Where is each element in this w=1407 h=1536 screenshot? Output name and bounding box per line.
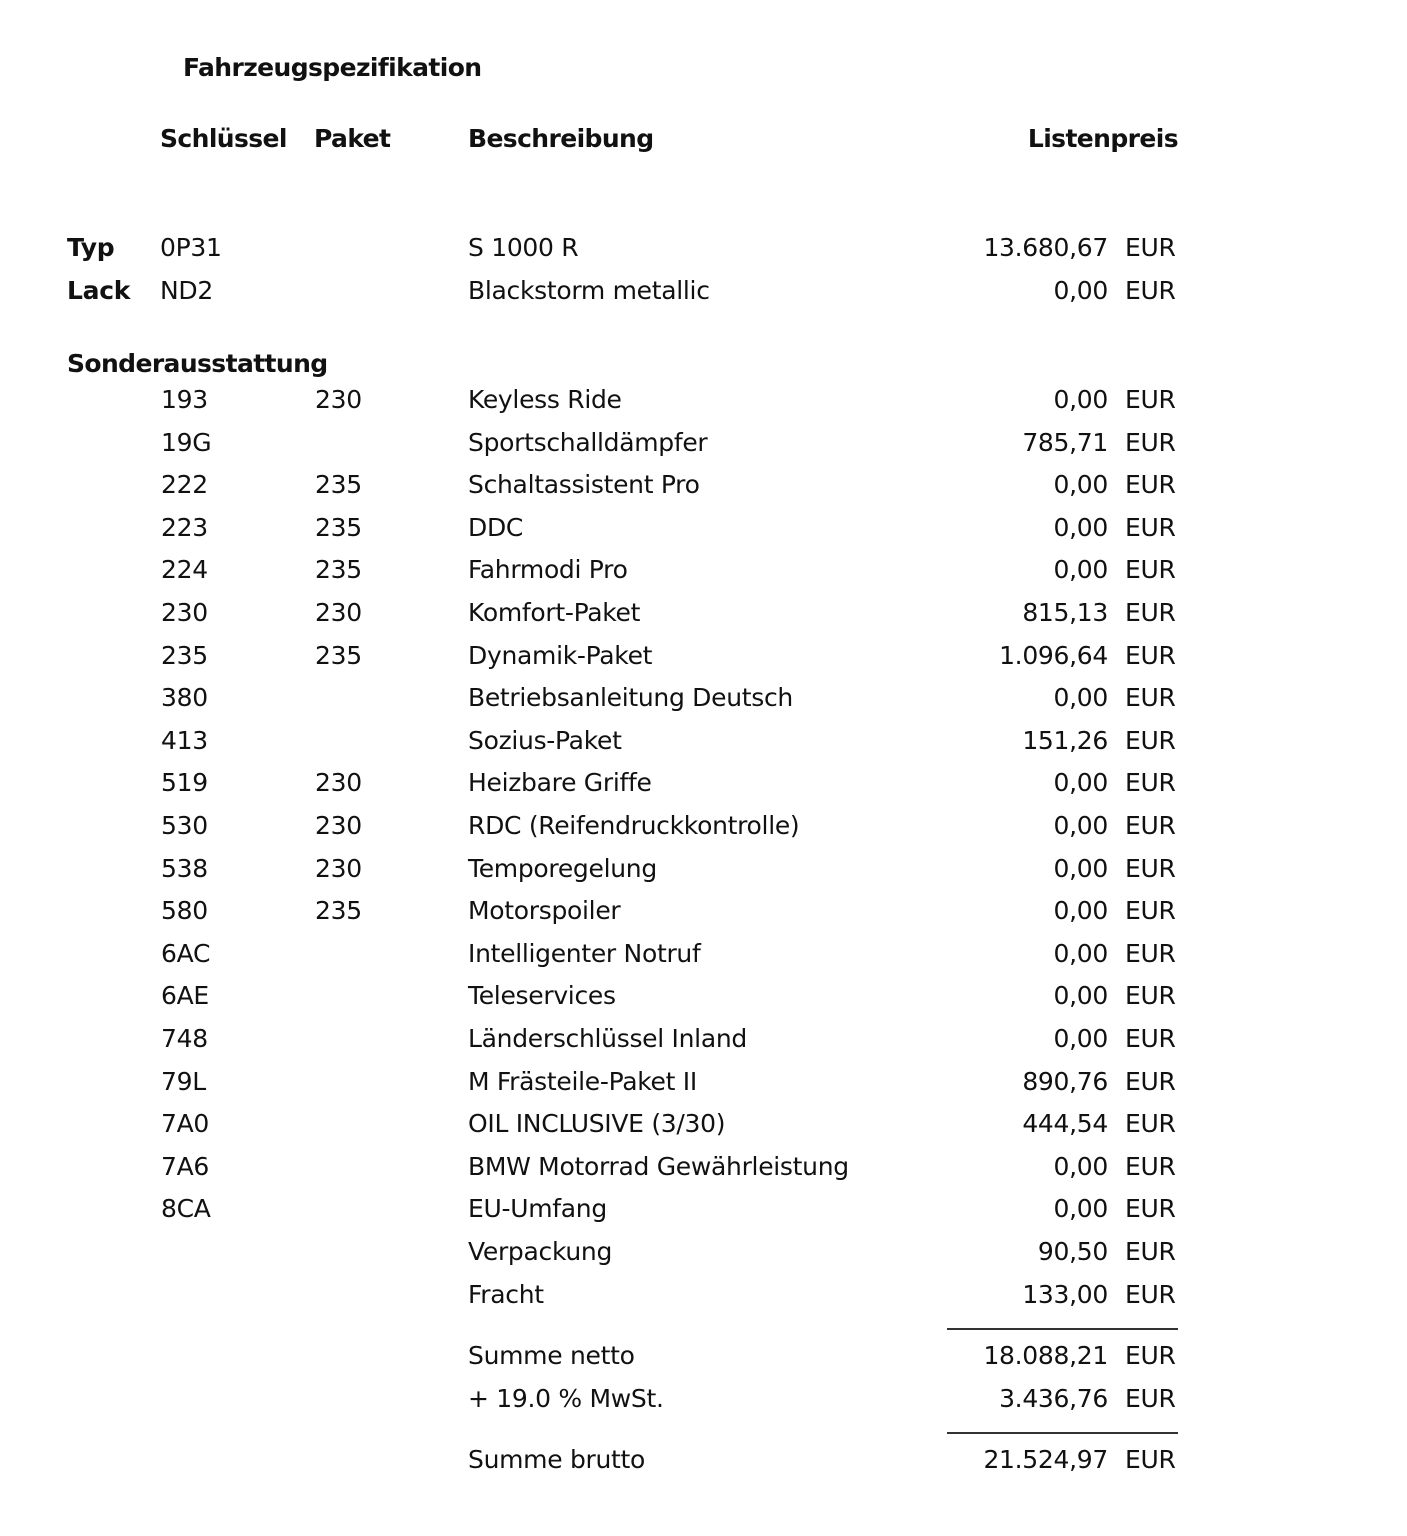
row-package: 230 (315, 854, 362, 883)
row-description: Komfort-Paket (468, 598, 641, 627)
row-price: 90,50 (1037, 1237, 1108, 1266)
column-header-package: Paket (314, 124, 391, 153)
row-description: Heizbare Griffe (468, 768, 652, 797)
row-price: 0,00 (1053, 768, 1108, 797)
row-description: EU-Umfang (468, 1194, 607, 1223)
total-price: 21.524,97 (983, 1445, 1108, 1474)
row-price: 0,00 (1053, 276, 1108, 305)
total-label: Summe brutto (468, 1445, 646, 1474)
row-price: 815,13 (1022, 598, 1108, 627)
row-currency: EUR (1125, 854, 1176, 883)
total-price: 3.436,76 (999, 1384, 1108, 1413)
row-description: Blackstorm metallic (468, 276, 710, 305)
row-currency: EUR (1125, 896, 1176, 925)
row-description: Temporegelung (468, 854, 657, 883)
row-price: 0,00 (1053, 470, 1108, 499)
row-package: 230 (315, 768, 362, 797)
row-currency: EUR (1125, 1194, 1176, 1223)
row-description: Länderschlüssel Inland (468, 1024, 747, 1053)
row-key: 6AE (161, 981, 209, 1010)
row-price: 0,00 (1053, 555, 1108, 584)
row-package: 235 (315, 513, 362, 542)
row-key: 222 (161, 470, 208, 499)
row-price: 890,76 (1022, 1067, 1108, 1096)
row-key: 224 (161, 555, 208, 584)
total-currency: EUR (1125, 1384, 1176, 1413)
row-price: 1.096,64 (999, 641, 1108, 670)
row-key: 530 (161, 811, 208, 840)
row-price: 785,71 (1022, 428, 1108, 457)
row-price: 0,00 (1053, 981, 1108, 1010)
row-description: Sportschalldämpfer (468, 428, 708, 457)
row-currency: EUR (1125, 939, 1176, 968)
subtotal-divider (947, 1328, 1178, 1330)
row-key: 7A0 (161, 1109, 210, 1138)
row-price: 0,00 (1053, 385, 1108, 414)
row-key: 235 (161, 641, 208, 670)
row-key: 7A6 (161, 1152, 210, 1181)
row-package: 235 (315, 896, 362, 925)
row-price: 13.680,67 (983, 233, 1108, 262)
row-description: Intelligenter Notruf (468, 939, 701, 968)
row-description: Fahrmodi Pro (468, 555, 628, 584)
row-price: 0,00 (1053, 1152, 1108, 1181)
row-description: Teleservices (468, 981, 616, 1010)
row-price: 0,00 (1053, 896, 1108, 925)
document-title: Fahrzeugspezifikation (183, 53, 482, 82)
row-key: ND2 (160, 276, 213, 305)
row-currency: EUR (1125, 683, 1176, 712)
row-currency: EUR (1125, 1280, 1176, 1309)
row-description: Motorspoiler (468, 896, 621, 925)
row-price: 133,00 (1022, 1280, 1108, 1309)
column-header-description: Beschreibung (468, 124, 654, 153)
row-description: S 1000 R (468, 233, 579, 262)
row-price: 0,00 (1053, 683, 1108, 712)
row-package: 230 (315, 598, 362, 627)
row-currency: EUR (1125, 641, 1176, 670)
row-price: 151,26 (1022, 726, 1108, 755)
row-currency: EUR (1125, 1152, 1176, 1181)
total-currency: EUR (1125, 1445, 1176, 1474)
row-package: 230 (315, 811, 362, 840)
row-key: 580 (161, 896, 208, 925)
row-price: 0,00 (1053, 1024, 1108, 1053)
total-label: Summe netto (468, 1341, 635, 1370)
row-key: 538 (161, 854, 208, 883)
row-description: Keyless Ride (468, 385, 622, 414)
row-description: M Frästeile-Paket II (468, 1067, 697, 1096)
row-key: 79L (161, 1067, 206, 1096)
row-currency: EUR (1125, 811, 1176, 840)
row-price: 0,00 (1053, 854, 1108, 883)
row-key: 0P31 (160, 233, 222, 262)
row-description: BMW Motorrad Gewährleistung (468, 1152, 849, 1181)
row-currency: EUR (1125, 768, 1176, 797)
row-key: 748 (161, 1024, 208, 1053)
row-key: 380 (161, 683, 208, 712)
row-description: Verpackung (468, 1237, 613, 1266)
row-key: 230 (161, 598, 208, 627)
column-header-key: Schlüssel (160, 124, 287, 153)
row-currency: EUR (1125, 470, 1176, 499)
row-key: 223 (161, 513, 208, 542)
row-description: OIL INCLUSIVE (3/30) (468, 1109, 726, 1138)
row-key: 8CA (161, 1194, 211, 1223)
row-currency: EUR (1125, 233, 1176, 262)
row-package: 230 (315, 385, 362, 414)
total-label: + 19.0 % MwSt. (468, 1384, 664, 1413)
total-currency: EUR (1125, 1341, 1176, 1370)
row-key: 6AC (161, 939, 211, 968)
row-key: 519 (161, 768, 208, 797)
row-description: DDC (468, 513, 524, 542)
row-price: 0,00 (1053, 1194, 1108, 1223)
row-label: Typ (67, 233, 115, 262)
row-label: Lack (67, 276, 131, 305)
row-currency: EUR (1125, 428, 1176, 457)
row-price: 0,00 (1053, 811, 1108, 840)
row-description: Betriebsanleitung Deutsch (468, 683, 793, 712)
row-key: 413 (161, 726, 208, 755)
row-price: 0,00 (1053, 513, 1108, 542)
row-currency: EUR (1125, 513, 1176, 542)
row-currency: EUR (1125, 981, 1176, 1010)
row-package: 235 (315, 470, 362, 499)
row-description: Dynamik-Paket (468, 641, 653, 670)
total-price: 18.088,21 (983, 1341, 1108, 1370)
row-key: 193 (161, 385, 208, 414)
column-header-list-price: Listenpreis (1027, 124, 1178, 153)
row-currency: EUR (1125, 555, 1176, 584)
row-currency: EUR (1125, 726, 1176, 755)
row-currency: EUR (1125, 598, 1176, 627)
row-description: Fracht (468, 1280, 544, 1309)
row-key: 19G (161, 428, 212, 457)
options-heading: Sonderausstattung (67, 349, 328, 378)
row-currency: EUR (1125, 276, 1176, 305)
row-currency: EUR (1125, 1237, 1176, 1266)
row-package: 235 (315, 641, 362, 670)
row-currency: EUR (1125, 385, 1176, 414)
row-currency: EUR (1125, 1067, 1176, 1096)
row-currency: EUR (1125, 1024, 1176, 1053)
row-price: 444,54 (1022, 1109, 1108, 1138)
row-description: Sozius-Paket (468, 726, 622, 755)
row-description: Schaltassistent Pro (468, 470, 700, 499)
row-description: RDC (Reifendruckkontrolle) (468, 811, 800, 840)
total-divider (947, 1432, 1178, 1434)
row-currency: EUR (1125, 1109, 1176, 1138)
row-price: 0,00 (1053, 939, 1108, 968)
row-package: 235 (315, 555, 362, 584)
